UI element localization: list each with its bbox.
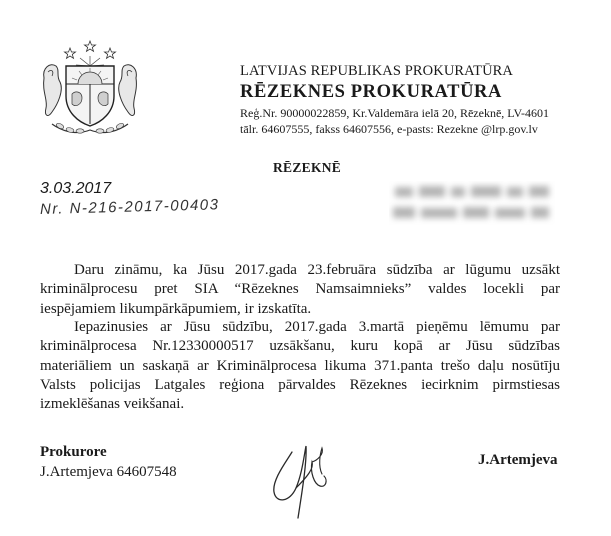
place-of-issue: RĒZEKNĒ bbox=[273, 160, 342, 175]
paragraph-line: iespējamiem likumpārkāpumiem, ir izskatīta. bbox=[40, 300, 312, 317]
handwritten-signature bbox=[252, 432, 382, 522]
signatory-name: J.Artemjeva bbox=[478, 452, 558, 468]
paragraph-line: Iepazinusies ar Jūsu sūdzību, 2017.gada 3.martā pieņēmu lēmumu par bbox=[74, 319, 560, 335]
paragraph-line: kriminālprocesa Nr.12330000517 uzsākšanu, kuru kopā ar Jūsu sūdzības bbox=[40, 338, 560, 355]
redacted-recipient-block bbox=[389, 181, 555, 225]
office-address: Reģ.Nr. 90000022859, Kr.Valdemāra ielā 20, Rēzeknē, LV-4601 bbox=[240, 106, 550, 120]
paragraph-line: izmeklēšanas veikšanai. bbox=[40, 396, 185, 413]
paragraph-line: materiāliem un saskaņā ar Kriminālprocesa likuma 371.panta trešo daļu nosūtīju bbox=[40, 357, 560, 374]
paragraph-complaint-reviewed bbox=[40, 261, 560, 319]
document-date: 3.03.2017 bbox=[40, 180, 112, 197]
office-contacts: tālr. 64607555, fakss 64607556, e-pasts: Rezekne @lrp.gov.lv bbox=[240, 122, 538, 136]
institution-name: LATVIJAS REPUBLIKAS PROKURATŪRA bbox=[240, 63, 513, 79]
paragraph-line: kriminālprocesu pret SIA “Rēzeknes Namsaimnieks” valdes locekli par bbox=[40, 281, 560, 298]
office-name: RĒZEKNES PROKURATŪRA bbox=[240, 82, 502, 102]
signatory-title: Prokurore bbox=[40, 444, 107, 460]
paragraph-line: Daru zināmu, ka Jūsu 2017.gada 23.februāra sūdzība ar lūgumu uzsākt bbox=[74, 262, 560, 278]
signatory-name-phone: J.Artemjeva 64607548 bbox=[40, 464, 177, 480]
reference-number: Nr. N-216-2017-00403 bbox=[39, 196, 220, 218]
paragraph-line: Valsts policijas Latgales reģiona pārvaldes Rēzeknes iecirknim pirmstiesas bbox=[40, 376, 560, 393]
coat-of-arms-emblem bbox=[36, 38, 144, 138]
paragraph-criminal-proceedings bbox=[40, 318, 560, 414]
